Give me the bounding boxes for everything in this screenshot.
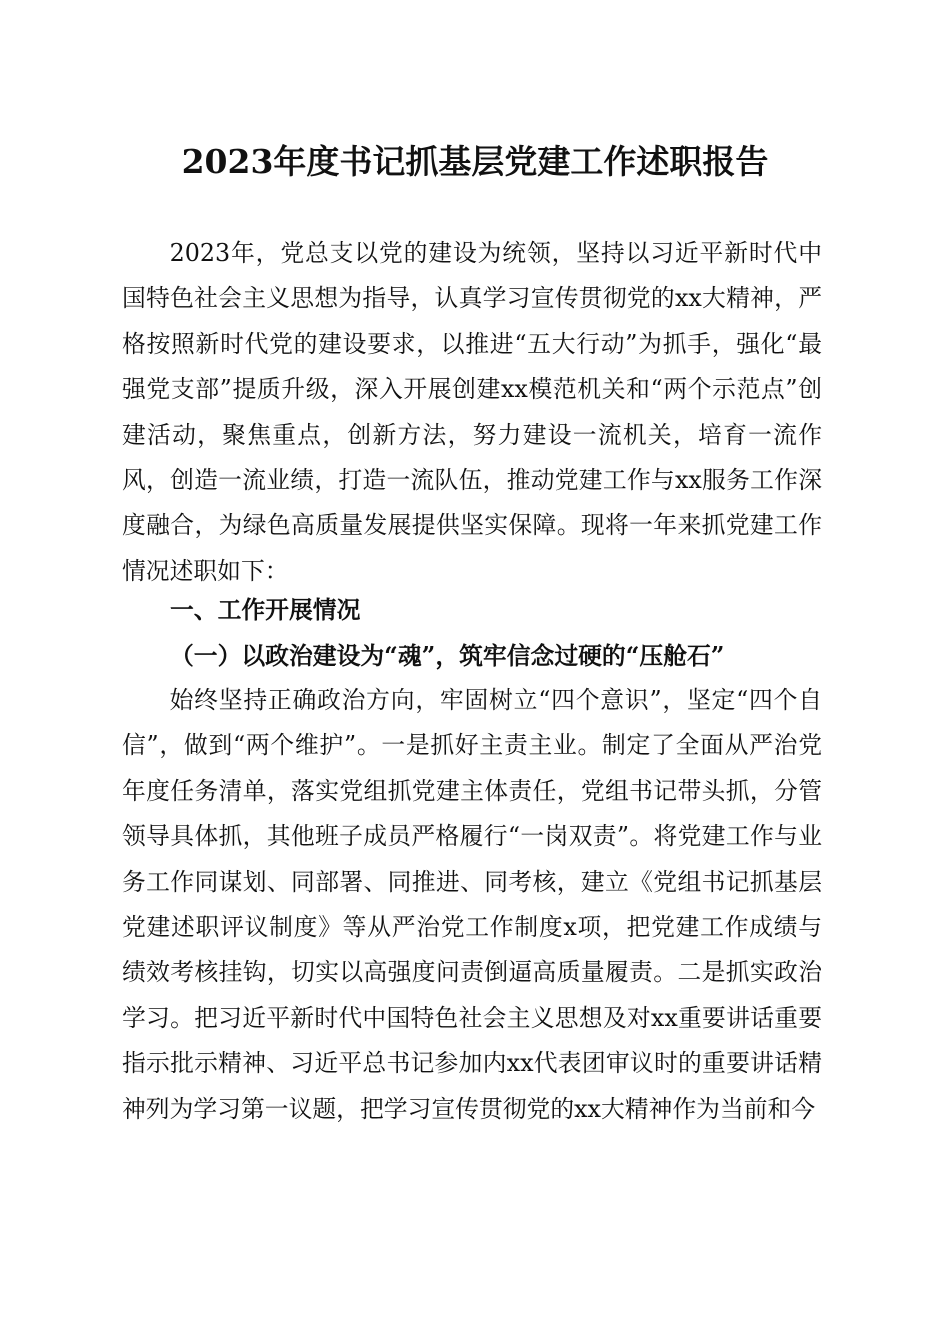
section-paragraph: 始终坚持正确政治方向，牢固树立“四个意识”，坚定“四个自信”，做到“两个维护”。一是抓好主责主业。制定了全面从严治党年度任务清单，落实党组抓党建主体责任，党组书记带头抓，分管领导具体抓，其他班子成员严格履行“一岗双责”。将党建工作与业务工作同谋划、同部署、同推进、同考核，建立《党组书记抓基层党建述职评议制度》等从严治党工作制度x项，把党建工作成绩与绩效考核挂钩，切实以高强度问责倒逼高质量履责。二是抓实政治学习。把习近平新时代中国特色社会主义思想及对xx重要讲话重要指示批示精神、习近平总书记参加内xx代表团审议时的重要讲话精神列为学习第一议题，把学习宣传贯彻党的xx大精神作为当前和今 [122,686,822,1123]
subsection-heading: （一）以政治建设为“魂”，筑牢信念过硬的“压舱石” [170,642,725,670]
document-title: 2023年度书记抓基层党建工作述职报告 [181,142,769,181]
section-heading: 一、工作开展情况 [170,596,361,624]
intro-paragraph: 2023年，党总支以党的建设为统领，坚持以习近平新时代中国特色社会主义思想为指导，认真学习宣传贯彻党的xx大精神，严格按照新时代党的建设要求，以推进“五大行动”为抓手，强化“最强党支部”提质升级，深入开展创建xx模范机关和“两个示范点”创建活动，聚焦重点，创新方法，努力建设一流机关，培育一流作风，创造一流业绩，打造一流队伍，推动党建工作与xx服务工作深度融合，为绿色高质量发展提供坚实保障。现将一年来抓党建工作情况述职如下： [122,239,822,585]
